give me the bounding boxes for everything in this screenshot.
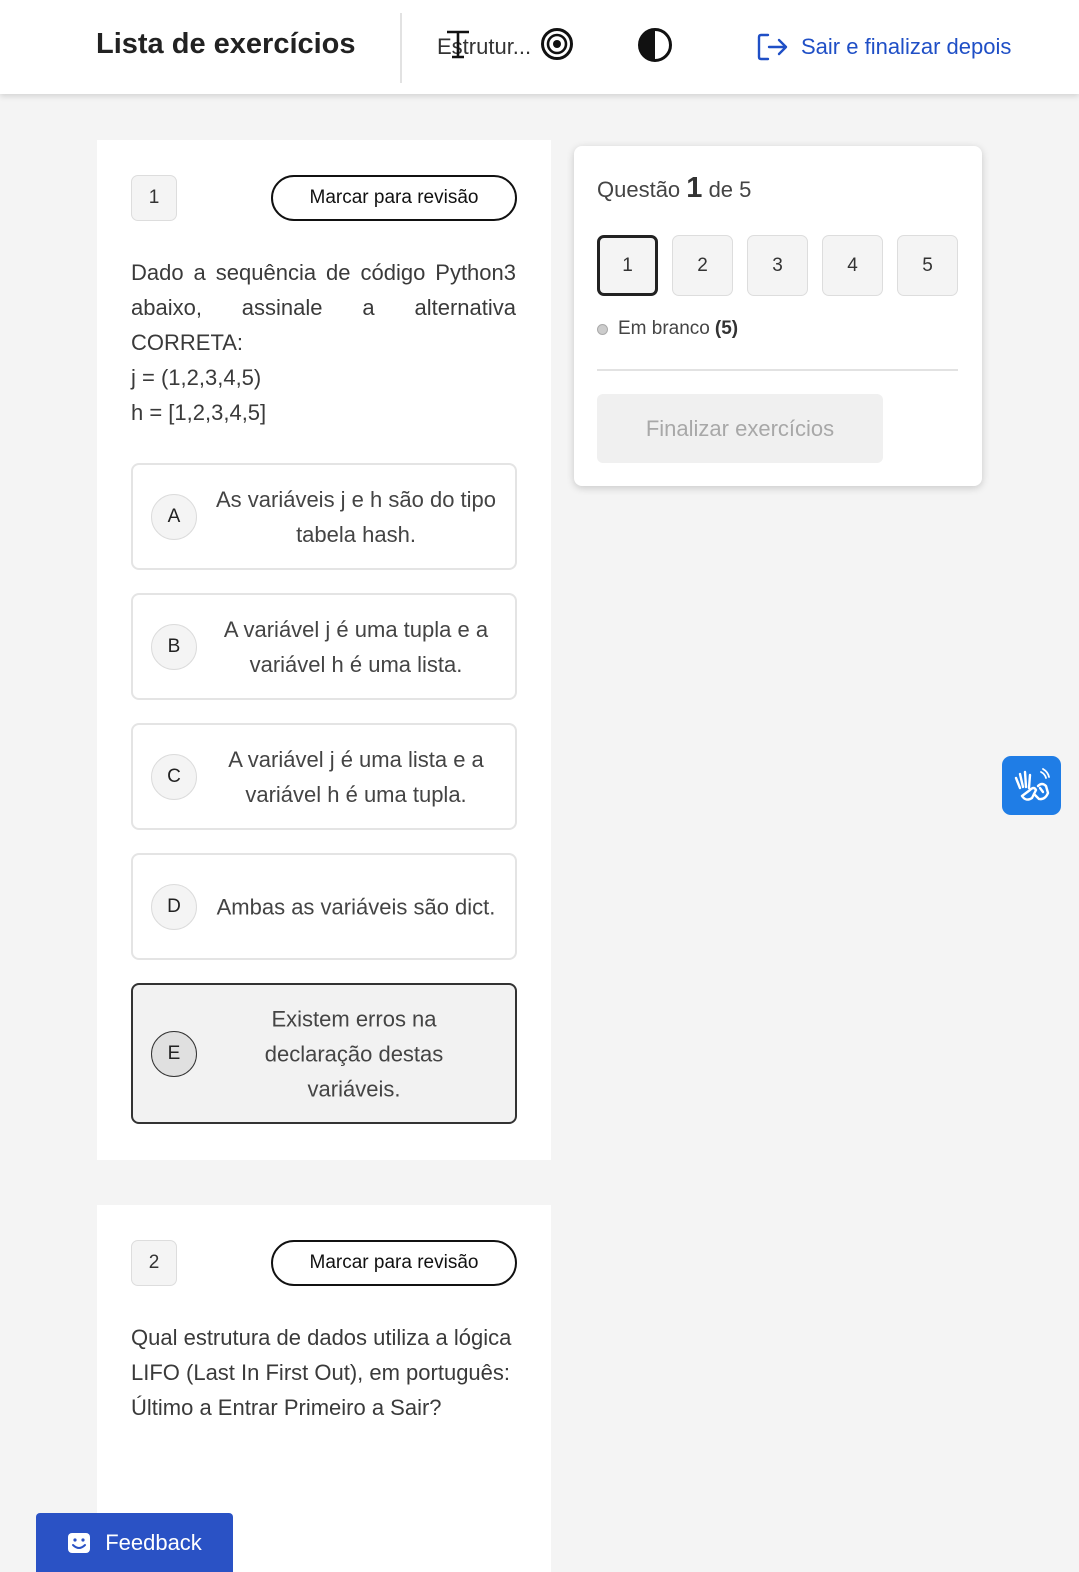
option-text: As variáveis j e h são do tipo tabela hash. [215,486,497,547]
mark-review-button[interactable]: Marcar para revisão [271,1240,517,1286]
question-nav-grid [597,235,972,296]
option-text: Existem erros na declaração destas variáveis. [264,1006,444,1101]
progress-suffix: de 5 [708,177,752,202]
exit-icon [757,32,789,62]
question-stem [131,1320,516,1425]
option-text: Ambas as variáveis são dict. [216,894,496,919]
option-letter: A [151,494,197,540]
subject-name: Estrutur... [437,34,532,59]
option-c[interactable] [131,723,517,830]
option-text: A variável j é uma tupla e a variável h é uma lista. [223,616,489,677]
question-text: Dado a sequência de código Python3 abaixo, assinale a alternativa CORRETA: [131,260,516,355]
sidebar-divider [597,369,958,371]
libras-hands-icon [1012,766,1052,806]
option-letter: D [151,884,197,930]
feedback-button[interactable] [36,1513,233,1572]
blank-count: (5) [714,318,739,339]
feedback-label: Feedback [105,1529,202,1555]
top-bar [0,0,1079,94]
font-size-icon[interactable] [444,28,472,60]
exit-label: Sair e finalizar depois [801,34,1012,59]
blank-legend [597,318,738,340]
option-letter: E [151,1031,197,1077]
option-b[interactable] [131,593,517,700]
progress-prefix: Questão [597,177,681,202]
option-e[interactable] [131,983,517,1124]
option-letter: B [151,624,197,670]
question-text: Qual estrutura de dados utiliza a lógica LIFO (Last In First Out), em português: Último a Entrar Primeiro a Sair? [131,1325,512,1420]
page-title: Lista de exercícios [96,28,356,60]
nav-question-3[interactable]: 3 [747,235,808,296]
blank-label: Em branco [618,318,710,339]
question-number: 1 [131,175,177,221]
target-icon[interactable] [540,27,574,61]
question-stem [131,255,516,430]
progress-current: 1 [686,172,703,204]
header-divider [400,13,402,83]
mark-review-button[interactable]: Marcar para revisão [271,175,517,221]
progress-label [597,172,751,205]
option-letter: C [151,754,197,800]
option-a[interactable] [131,463,517,570]
exit-link[interactable] [757,30,1011,64]
libras-button[interactable] [1002,756,1061,815]
finish-button[interactable]: Finalizar exercícios [597,394,883,463]
question-navigator [574,146,982,486]
feedback-face-icon [67,1532,91,1554]
nav-question-2[interactable]: 2 [672,235,733,296]
option-d[interactable] [131,853,517,960]
option-text: A variável j é uma lista e a variável h é uma tupla. [228,746,484,807]
nav-question-5[interactable]: 5 [897,235,958,296]
contrast-icon[interactable] [637,27,673,63]
question-number: 2 [131,1240,177,1286]
code-line: j = (1,2,3,4,5) [131,365,262,390]
nav-question-1[interactable]: 1 [597,235,658,296]
code-line: h = [1,2,3,4,5] [131,400,267,425]
question-card-1 [97,140,551,1160]
nav-question-4[interactable]: 4 [822,235,883,296]
blank-dot-icon [597,324,608,335]
